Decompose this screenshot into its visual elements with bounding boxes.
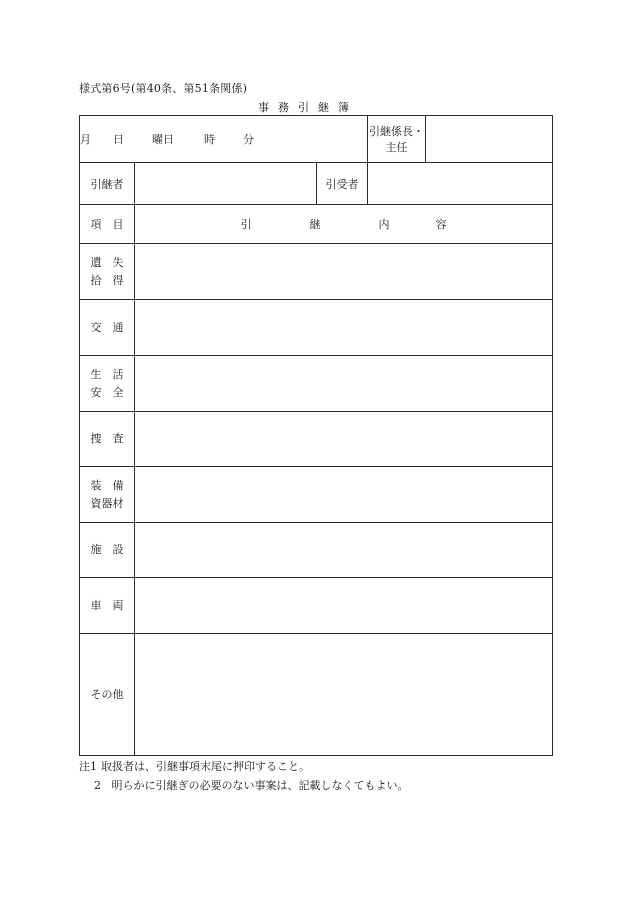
content-field-lost-found[interactable] [135, 244, 553, 300]
content-header-char: 容 [435, 218, 447, 231]
hour-label: 時 [204, 133, 215, 146]
item-column-header: 項 目 [80, 205, 135, 244]
title-char: 事 [258, 101, 269, 114]
supervisor-seal-field[interactable] [426, 116, 553, 163]
item-label-line: 装 備 [90, 478, 124, 492]
content-field-equipment[interactable] [135, 467, 553, 523]
people-row [80, 163, 553, 205]
content-field-other[interactable] [135, 634, 553, 756]
item-label-line: 交 通 [90, 320, 124, 334]
item-label-community-safety [80, 356, 135, 412]
item-label-lost-found [80, 244, 135, 300]
table-row [80, 244, 553, 300]
item-label-line: 安 全 [90, 385, 124, 399]
item-label-line: 遺 失 [90, 255, 124, 269]
weekday-label: 曜日 [152, 133, 174, 146]
handover-to-field[interactable] [368, 163, 553, 205]
content-field-investigation[interactable] [135, 412, 553, 467]
day-label: 日 [113, 133, 124, 146]
minute-label: 分 [243, 133, 254, 146]
content-field-facilities[interactable] [135, 523, 553, 578]
item-label-line: 施 設 [90, 543, 124, 556]
handover-to-label: 引受者 [317, 163, 368, 205]
item-label-line: 拾 得 [90, 273, 124, 287]
item-label-line: 資器材 [90, 496, 124, 510]
item-label-line: 捜 査 [90, 432, 124, 445]
notes [79, 757, 409, 795]
date-row [80, 116, 553, 163]
item-label-line: その他 [90, 687, 124, 701]
item-label-other [80, 634, 135, 756]
table-row [80, 467, 553, 523]
table-row [80, 578, 553, 634]
note-text: 明らかに引継ぎの必要のない事案は、記載しなくてもよい。 [111, 779, 409, 792]
handover-from-field[interactable] [135, 163, 317, 205]
column-header-row [80, 205, 553, 244]
item-label-line: 生 活 [90, 367, 124, 381]
note-item [79, 757, 409, 776]
table-row [80, 523, 553, 578]
table-row [80, 634, 553, 756]
handover-from-label: 引継者 [80, 163, 135, 205]
table-row [80, 356, 553, 412]
item-label-vehicles [80, 578, 135, 634]
document-title [258, 99, 408, 115]
content-header-char: 引 [240, 218, 252, 231]
title-char: 継 [318, 101, 329, 114]
date-time-field[interactable] [80, 116, 368, 163]
content-field-vehicles[interactable] [135, 578, 553, 634]
table-row [80, 300, 553, 356]
supervisor-label: 引継係長・主任 [368, 116, 426, 163]
month-label: 月 [80, 133, 91, 146]
note-number: 2 [94, 779, 101, 792]
title-char: 務 [278, 101, 289, 114]
table-row [80, 412, 553, 467]
form-number: 様式第6号(第40条、第51条関係) [79, 82, 248, 95]
content-header-char: 継 [309, 218, 321, 231]
handover-ledger-table [79, 115, 553, 756]
content-column-header [135, 205, 553, 244]
item-label-investigation [80, 412, 135, 467]
item-label-facilities [80, 523, 135, 578]
item-label-line: 車 両 [90, 598, 124, 612]
note-text: 取扱者は、引継事項末尾に押印すること。 [101, 760, 310, 773]
note-number: 注1 [79, 760, 97, 773]
content-header-char: 内 [378, 218, 390, 231]
item-label-equipment [80, 467, 135, 523]
title-char: 簿 [338, 101, 349, 114]
content-field-community-safety[interactable] [135, 356, 553, 412]
content-field-traffic[interactable] [135, 300, 553, 356]
title-char: 引 [298, 101, 309, 114]
note-item [79, 776, 409, 795]
item-label-traffic [80, 300, 135, 356]
